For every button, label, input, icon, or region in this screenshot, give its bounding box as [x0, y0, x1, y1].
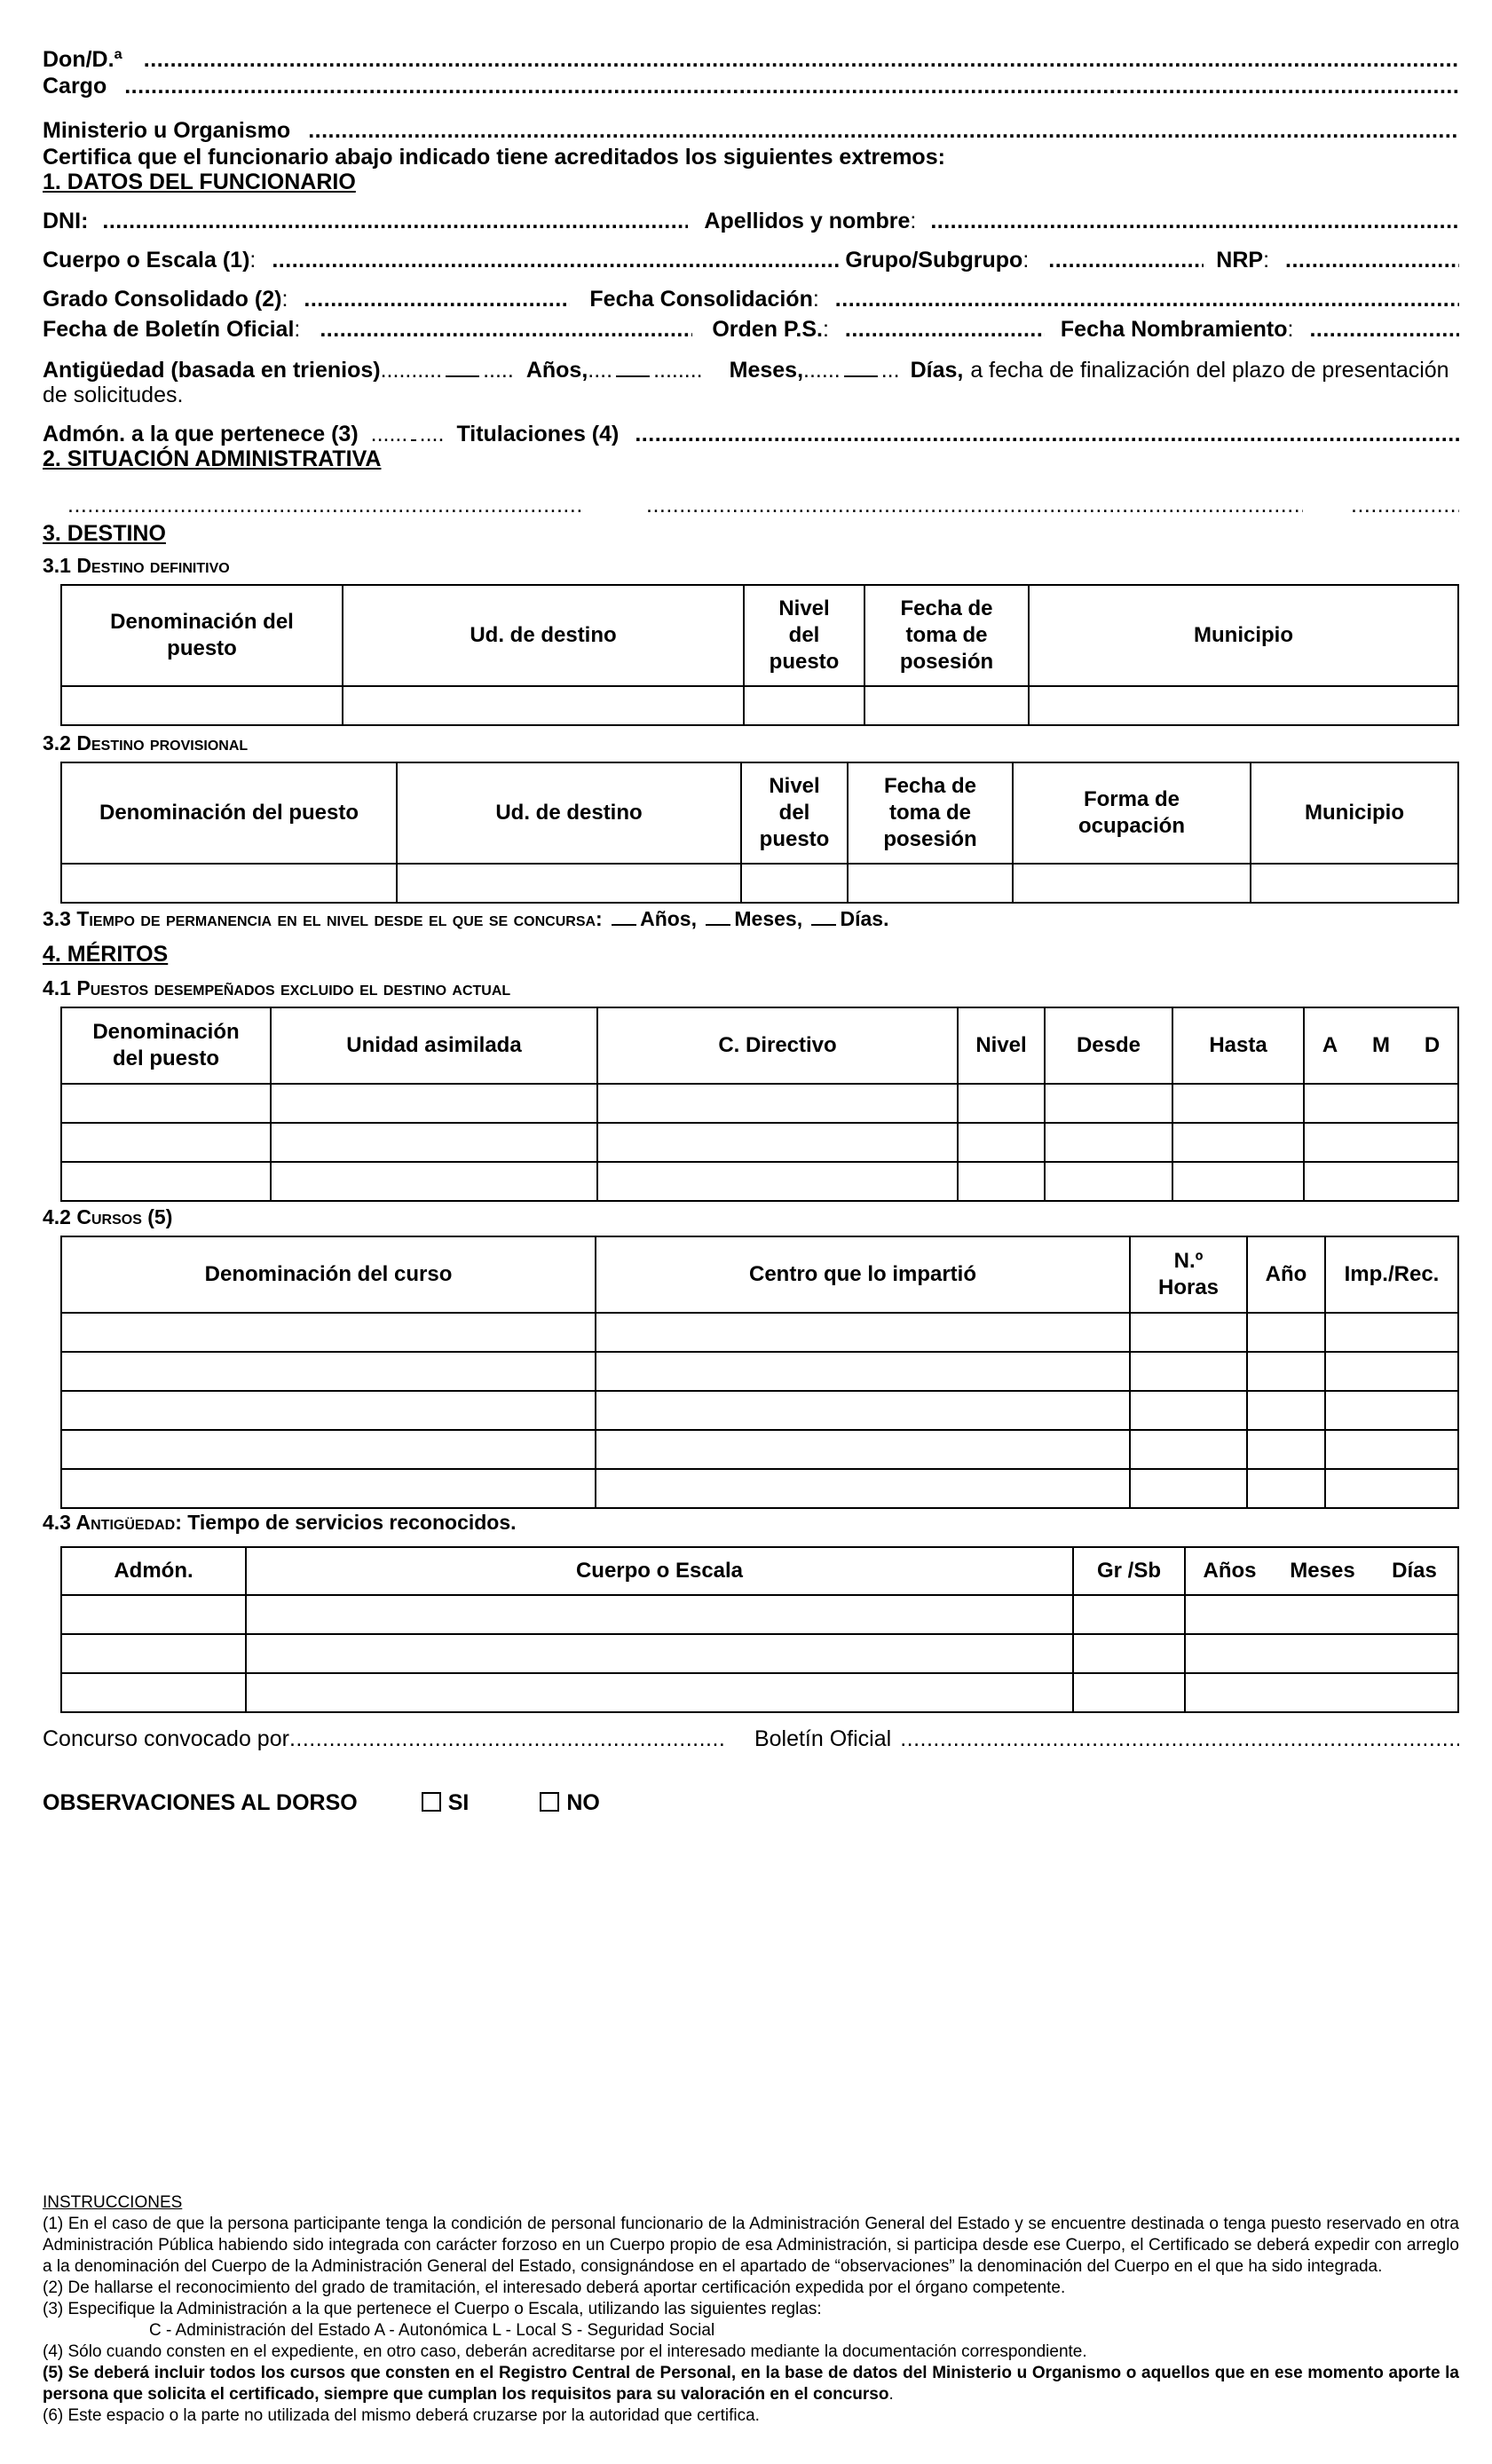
table-cell[interactable] [61, 1123, 271, 1162]
header-denominacion-curso: Denominación del curso [61, 1236, 596, 1313]
grado-label: Grado Consolidado (2) [43, 287, 282, 312]
ministerio-line [43, 117, 1459, 144]
table-cell[interactable] [61, 1634, 246, 1673]
table-row [61, 1430, 1458, 1469]
header-nivel: Nivel del puesto [741, 762, 848, 864]
table-row [61, 864, 1458, 903]
table-cell[interactable] [61, 1313, 596, 1352]
table-cell[interactable] [1029, 686, 1458, 725]
table-cell[interactable] [744, 686, 864, 725]
permanencia-meses-label: Meses, [734, 907, 803, 930]
header-fecha-posesion: Fecha de toma de posesión [864, 585, 1029, 686]
instrucciones [43, 2192, 1459, 2427]
header-ud-destino: Ud. de destino [343, 585, 744, 686]
instruccion-5-end: . [888, 2385, 894, 2404]
table-cell[interactable] [1247, 1352, 1325, 1391]
header-denominacion: Denominación del puesto [61, 585, 343, 686]
table-cell[interactable] [1073, 1595, 1185, 1634]
meses-blank[interactable] [844, 359, 878, 377]
header-ud-destino: Ud. de destino [397, 762, 741, 864]
permanencia-anos-blank[interactable] [612, 915, 636, 926]
concurso-label: Concurso convocado por [43, 1726, 289, 1751]
fecha-nombramiento-field[interactable] [1309, 316, 1459, 343]
puestos-title: 4.1 Puestos desempeñados excluido el destino actual [43, 976, 511, 999]
instruccion-5-text: (5) Se deberá incluir todos los cursos que consten en el Registro Central de Personal, en la base de datos del Ministerio u Organismo o aquellos que en ese momento aporte la persona que solicita el certificado, siempre que cumplan los requisitos para su valoración en el concurso [43, 2364, 1459, 2404]
header-admon: Admón. [61, 1547, 246, 1595]
grado-field[interactable] [304, 286, 570, 312]
table-cell[interactable] [848, 864, 1013, 903]
boletin-label: Boletín Oficial [754, 1726, 892, 1751]
fecha-consolidacion-field[interactable] [835, 286, 1459, 312]
table-cell[interactable] [1130, 1430, 1247, 1469]
table-cell[interactable] [1130, 1352, 1247, 1391]
situacion-field-1[interactable] [67, 492, 582, 518]
certifica-label: Certifica que el funcionario abajo indicado tiene acreditados los siguientes extremos: [43, 145, 945, 170]
dias-label: Días, [910, 358, 964, 383]
table-cell[interactable] [1185, 1673, 1458, 1712]
header-a: A [1304, 1007, 1355, 1084]
table-cell[interactable] [1247, 1469, 1325, 1508]
cursos-title: 4.2 Cursos (5) [43, 1205, 173, 1228]
si-label: SI [447, 1790, 470, 1815]
header-ano: Año [1247, 1236, 1325, 1313]
header-nivel: Nivel [958, 1007, 1045, 1084]
table-cell[interactable] [271, 1162, 597, 1201]
instruccion-5 [43, 2363, 1459, 2405]
section-3-title: 3. DESTINO [43, 521, 166, 546]
destino-provisional-table [60, 762, 1459, 904]
table-cell[interactable] [1130, 1391, 1247, 1430]
header-centro: Centro que lo impartió [596, 1236, 1130, 1313]
antiguedad-servicios-label: 4.3 Antigüedad: [43, 1511, 182, 1534]
table-cell[interactable] [246, 1673, 1073, 1712]
antiguedad-servicios-title [43, 1509, 1459, 1536]
apellidos-field[interactable] [930, 208, 1459, 234]
table-cell[interactable] [1073, 1673, 1185, 1712]
grupo-field[interactable] [1048, 247, 1204, 273]
table-cell[interactable] [61, 1162, 271, 1201]
table-cell[interactable] [1325, 1391, 1458, 1430]
fecha-consolidacion-label: Fecha Consolidación [589, 287, 813, 312]
table-cell[interactable] [1045, 1084, 1172, 1123]
ministerio-label: Ministerio u Organismo [43, 118, 291, 143]
table-row [61, 1162, 1458, 1201]
cuerpo-field[interactable] [272, 247, 840, 273]
section-1-title: 1. DATOS DEL FUNCIONARIO [43, 170, 356, 194]
instruccion-6: (6) Este espacio o la parte no utilizada del mismo deberá cruzarse por la autoridad que certifica. [43, 2406, 760, 2425]
table-cell[interactable] [1172, 1162, 1304, 1201]
header-nivel: Nivel del puesto [744, 585, 864, 686]
table-cell[interactable] [1172, 1084, 1304, 1123]
observaciones-label: OBSERVACIONES AL DORSO [43, 1790, 358, 1815]
header-desde: Desde [1045, 1007, 1172, 1084]
dni-line: DNI : ..... Apellidos y nombre : ..... [43, 208, 1459, 234]
admon-label: Admón. a la que pertenece (3) [43, 422, 359, 446]
table-cell[interactable] [1325, 1469, 1458, 1508]
table-cell[interactable] [596, 1352, 1130, 1391]
table-cell[interactable] [1304, 1123, 1458, 1162]
permanencia-meses-blank[interactable] [706, 915, 730, 926]
table-cell[interactable] [1185, 1595, 1458, 1634]
certifica-text [43, 144, 1459, 170]
table-cell[interactable] [596, 1469, 1130, 1508]
admon-blank[interactable] [411, 423, 415, 441]
table-cell[interactable] [1325, 1430, 1458, 1469]
admon-line: Admón. a la que pertenece (3) ...... .... Titulaciones (4) ..... [43, 421, 1459, 447]
checkbox-si-icon [422, 1792, 441, 1812]
table-cell[interactable] [61, 1469, 596, 1508]
orden-ps-field[interactable] [845, 316, 1045, 343]
permanencia-dias-blank[interactable] [811, 915, 836, 926]
table-cell[interactable] [61, 1391, 596, 1430]
table-row [61, 1352, 1458, 1391]
table-cell[interactable] [741, 864, 848, 903]
checkbox-no-icon [540, 1792, 559, 1812]
table-cell[interactable] [1325, 1313, 1458, 1352]
table-cell[interactable] [271, 1123, 597, 1162]
table-row [61, 686, 1458, 725]
no-checkbox[interactable] [540, 1789, 600, 1816]
table-cell[interactable] [343, 686, 744, 725]
table-cell[interactable] [246, 1595, 1073, 1634]
table-cell[interactable] [61, 1430, 596, 1469]
cargo-line [43, 73, 1459, 99]
cargo-label: Cargo [43, 74, 107, 99]
table-cell[interactable] [958, 1162, 1045, 1201]
antiguedad-label: Antigüedad (basada en trienios) [43, 358, 381, 383]
header-d: D [1407, 1007, 1458, 1084]
table-cell[interactable] [1073, 1634, 1185, 1673]
table-cell[interactable] [397, 864, 741, 903]
table-cell[interactable] [1247, 1313, 1325, 1352]
instruccion-1: (1) En el caso de que la persona participante tenga la condición de personal funcionario de la Administración General del Estado y se encuentre destinada o tenga puesto reservado en otra Administración Pública habiendo sido integrada con carácter forzoso en un Cuerpo propio de esa Administración, si participa desde ese Cuerpo, el Certificado se deberá expedir con arreglo a la denominación del Cuerpo de la Administración General del Estado, consignándose en el apartado de “observaciones” la denominación del Cuerpo en el que ha sido integrada. [43, 2215, 1459, 2276]
permanencia-anos-label: Años, [640, 907, 697, 930]
antiguedad-trienios-blank[interactable] [446, 359, 479, 377]
destino-definitivo-title: 3.1 Destino definitivo [43, 554, 230, 577]
boletin-field[interactable] [900, 1726, 1459, 1752]
don-label: Don/D.ª [43, 47, 122, 72]
table-row [61, 1391, 1458, 1430]
cargo-field[interactable] [124, 73, 1459, 99]
section-2-title: 2. SITUACIÓN ADMINISTRATIVA [43, 446, 382, 471]
nrp-field[interactable] [1285, 247, 1459, 273]
header-meses: Meses [1274, 1547, 1371, 1595]
table-row [61, 1673, 1458, 1712]
fecha-boletin-label: Fecha de Boletín Oficial [43, 317, 295, 342]
header-anos: Años [1185, 1547, 1274, 1595]
table-cell[interactable] [1172, 1123, 1304, 1162]
table-row [61, 1595, 1458, 1634]
table-cell[interactable] [61, 864, 397, 903]
permanencia-label: 3.3 Tiempo de permanencia en el nivel desde el que se concursa: [43, 907, 603, 930]
concurso-line [43, 1726, 1459, 1752]
header-denominacion: Denominación del puesto [61, 762, 397, 864]
cursos-table [60, 1236, 1459, 1509]
section-4-title: 4. MÉRITOS [43, 942, 169, 967]
table-cell[interactable] [958, 1084, 1045, 1123]
no-label: NO [566, 1790, 600, 1815]
boletin-line: Fecha de Boletín Oficial : ..... Orden P.S. : ..... Fecha Nombramiento : ..... [43, 316, 1459, 343]
apellidos-label: Apellidos y nombre [704, 209, 911, 233]
table-cell[interactable] [1247, 1430, 1325, 1469]
table-cell[interactable] [1247, 1391, 1325, 1430]
table-row [61, 1123, 1458, 1162]
table-cell[interactable] [1325, 1352, 1458, 1391]
header-gr-sb: Gr /Sb [1073, 1547, 1185, 1595]
si-checkbox[interactable] [422, 1789, 470, 1816]
table-row [61, 1469, 1458, 1508]
header-m: M [1355, 1007, 1407, 1084]
dni-field[interactable] [102, 208, 688, 234]
header-hasta: Hasta [1172, 1007, 1304, 1084]
anos-label: Años, [525, 358, 588, 383]
situacion-field-2[interactable] [646, 492, 1303, 518]
table-cell[interactable] [1304, 1084, 1458, 1123]
table-cell[interactable] [271, 1084, 597, 1123]
table-row [61, 1634, 1458, 1673]
table-cell[interactable] [61, 1673, 246, 1712]
table-cell[interactable] [61, 686, 343, 725]
nrp-label: NRP [1216, 248, 1264, 272]
situacion-line [43, 492, 1459, 518]
instruccion-2: (2) De hallarse el reconocimiento del grado de tramitación, el interesado deberá aportar certificación expedida por el órgano competente. [43, 2278, 1066, 2297]
table-row [61, 1084, 1458, 1123]
fecha-boletin-field[interactable] [320, 316, 692, 343]
don-line [43, 46, 1459, 73]
table-cell[interactable] [864, 686, 1029, 725]
table-cell[interactable] [1130, 1469, 1247, 1508]
antiguedad-tail-2: de solicitudes. [43, 383, 184, 407]
table-cell[interactable] [1304, 1162, 1458, 1201]
puestos-table [60, 1007, 1459, 1202]
table-cell[interactable] [61, 1352, 596, 1391]
certificate-form [43, 46, 1459, 2425]
header-c-directivo: C. Directivo [597, 1007, 958, 1084]
table-cell[interactable] [61, 1084, 271, 1123]
permanencia-line [43, 905, 1459, 932]
header-unidad-asimilada: Unidad asimilada [271, 1007, 597, 1084]
header-cuerpo-escala: Cuerpo o Escala [246, 1547, 1073, 1595]
permanencia-dias-label: Días. [840, 907, 889, 930]
header-municipio: Municipio [1251, 762, 1458, 864]
table-cell[interactable] [61, 1595, 246, 1634]
header-fecha-posesion: Fecha de toma de posesión [848, 762, 1013, 864]
fecha-nombramiento-label: Fecha Nombramiento [1060, 317, 1288, 342]
antiguedad-servicios-desc: Tiempo de servicios reconocidos. [187, 1511, 517, 1534]
situacion-field-3[interactable] [1351, 492, 1459, 518]
table-cell[interactable] [1013, 864, 1251, 903]
antiguedad-line: Antigüedad (basada en trienios) .......... ..... Años, .... ........ Meses, ...... ... Días, a fecha de finalización del plazo de presentación [43, 358, 1449, 383]
grupo-label: Grupo/Subgrupo [845, 248, 1023, 272]
titulaciones-field[interactable] [635, 421, 1459, 447]
grado-line: Grado Consolidado (2) : ..... Fecha Consolidación : ..... [43, 286, 1459, 312]
table-cell[interactable] [246, 1634, 1073, 1673]
dni-label: DNI [43, 209, 82, 233]
table-cell[interactable] [597, 1162, 958, 1201]
table-cell[interactable] [596, 1391, 1130, 1430]
table-cell[interactable] [1045, 1162, 1172, 1201]
instrucciones-title: INSTRUCCIONES [43, 2193, 183, 2212]
anos-blank[interactable] [616, 359, 650, 377]
servicios-table [60, 1546, 1459, 1713]
header-denominacion: Denominación del puesto [61, 1007, 271, 1084]
instruccion-4: (4) Sólo cuando consten en el expediente, en otro caso, deberán acreditarse por el interesado mediante la documentación correspondiente. [43, 2342, 1087, 2361]
ministerio-field[interactable] [308, 117, 1459, 144]
cuerpo-line: Cuerpo o Escala (1) : ..... Grupo/Subgrupo : ..... NRP : ..... [43, 247, 1459, 273]
table-cell[interactable] [596, 1313, 1130, 1352]
header-imp-rec: Imp./Rec. [1325, 1236, 1458, 1313]
header-horas: N.º Horas [1130, 1236, 1247, 1313]
header-forma-ocupacion: Forma de ocupación [1013, 762, 1251, 864]
table-cell[interactable] [1185, 1634, 1458, 1673]
titulaciones-label: Titulaciones (4) [456, 422, 620, 446]
table-cell[interactable] [596, 1430, 1130, 1469]
destino-provisional-title: 3.2 Destino provisional [43, 731, 249, 754]
table-row [61, 1313, 1458, 1352]
meses-label: Meses, [729, 358, 804, 383]
instruccion-3: (3) Especifique la Administración a la que pertenece el Cuerpo o Escala, utilizando las siguientes reglas: [43, 2300, 822, 2318]
header-dias: Días [1371, 1547, 1458, 1595]
cuerpo-label: Cuerpo o Escala (1) [43, 248, 250, 272]
table-cell[interactable] [1045, 1123, 1172, 1162]
header-municipio: Municipio [1029, 585, 1458, 686]
table-cell[interactable] [597, 1084, 958, 1123]
table-cell[interactable] [958, 1123, 1045, 1162]
don-field[interactable] [144, 46, 1459, 73]
concurso-field[interactable] [289, 1726, 726, 1752]
antiguedad-tail-1: a fecha de finalización del plazo de presentación [970, 358, 1449, 383]
table-cell[interactable] [1130, 1313, 1247, 1352]
instruccion-3-reglas: C - Administración del Estado A - Autonómica L - Local S - Seguridad Social [149, 2321, 715, 2340]
table-cell[interactable] [1251, 864, 1458, 903]
orden-ps-label: Orden P.S. [712, 317, 823, 342]
table-cell[interactable] [597, 1123, 958, 1162]
destino-definitivo-table [60, 584, 1459, 726]
observaciones-line [43, 1789, 1459, 1816]
